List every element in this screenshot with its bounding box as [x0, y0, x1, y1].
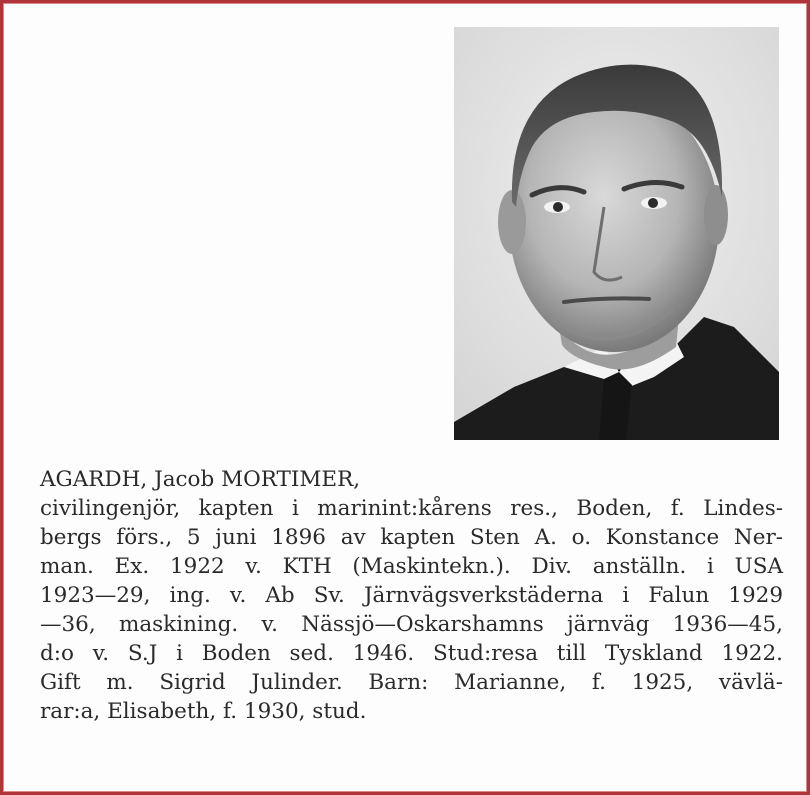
biography-entry — [40, 465, 783, 726]
entry-line: —36, maskining. v. Nässjö—Oskarshamns järnväg 1936—45, — [40, 612, 783, 637]
portrait-photo — [454, 27, 779, 440]
portrait-image — [454, 27, 779, 440]
entry-line: 1923—29, ing. v. Ab Sv. Järnvägsverkstäderna i Falun 1929 — [40, 583, 783, 608]
entry-line: d:o v. S.J i Boden sed. 1946. Stud:resa till Tyskland 1922. — [40, 641, 783, 666]
entry-line: civilingenjör, kapten i marinint:kårens res., Boden, f. Lindes- — [40, 496, 783, 521]
entry-line: Gift m. Sigrid Julinder. Barn: Marianne, f. 1925, vävlä- — [40, 670, 783, 695]
entry-line: bergs förs., 5 juni 1896 av kapten Sten A. o. Konstance Ner- — [40, 525, 783, 550]
entry-line: man. Ex. 1922 v. KTH (Maskintekn.). Div. anställn. i USA — [40, 554, 783, 579]
entry-line-last: rar:a, Elisabeth, f. 1930, stud. — [40, 699, 367, 724]
entry-heading: AGARDH, Jacob MORTIMER, — [40, 467, 361, 492]
